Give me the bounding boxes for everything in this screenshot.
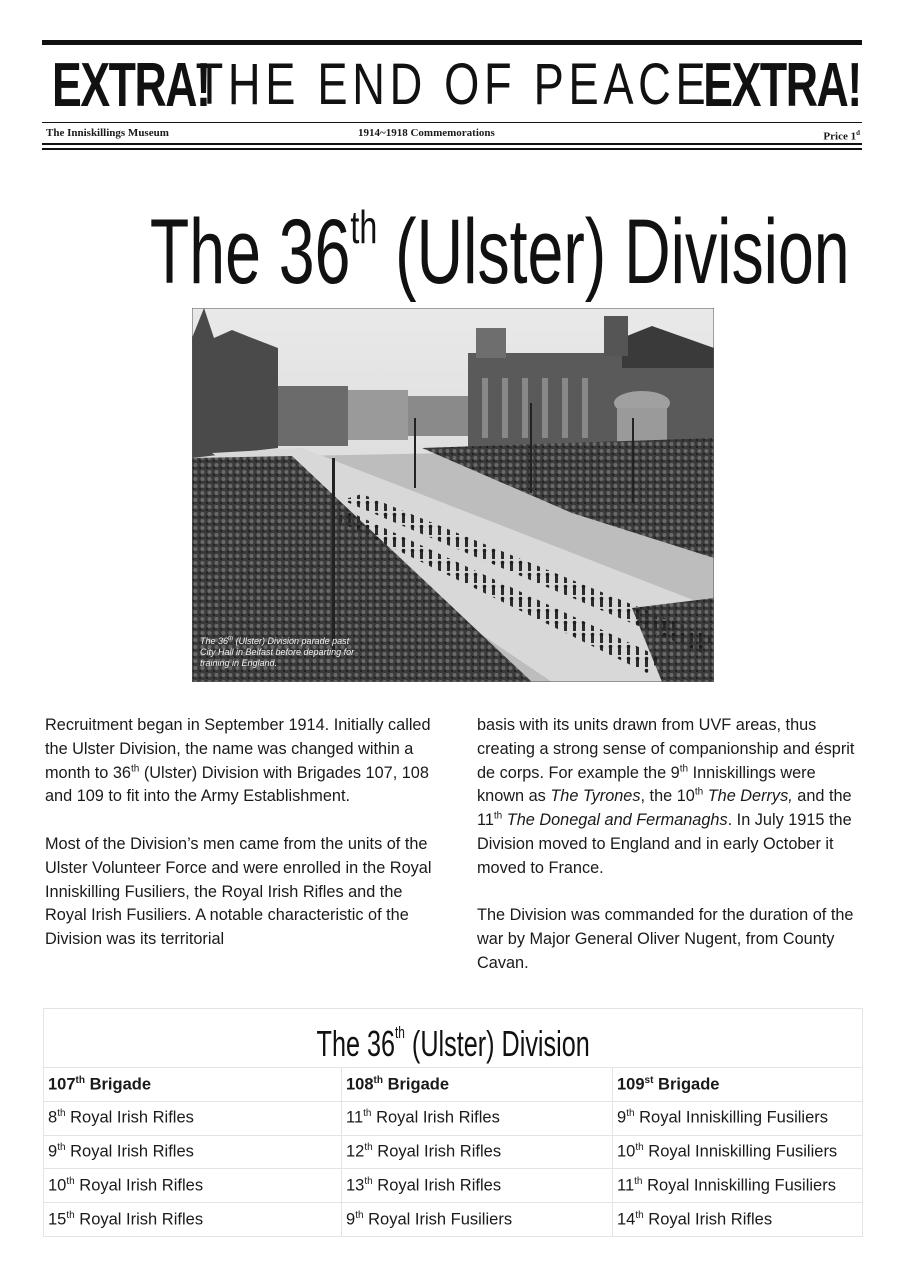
table-cell <box>342 1101 613 1135</box>
header-109-label: Brigade <box>653 1075 720 1094</box>
table-cell <box>44 1203 342 1237</box>
table-cell <box>44 1169 342 1203</box>
cell-sup: th <box>635 1209 644 1221</box>
cell-num: 8 <box>48 1108 58 1127</box>
table-row <box>44 1135 863 1169</box>
paragraph-recruitment <box>45 714 435 809</box>
p2-e: . In July 1915 the Division moved to England and in early October it moved to France. <box>477 811 852 877</box>
header-108-label: Brigade <box>382 1075 450 1094</box>
table-row <box>44 1203 863 1237</box>
cell-label: Royal Irish Rifles <box>74 1210 204 1229</box>
cell-label: Royal Inniskilling Fusiliers <box>642 1176 836 1195</box>
brigade-table <box>43 1008 863 1237</box>
headline-text: THE END OF PEACE <box>195 52 710 117</box>
price <box>823 125 860 145</box>
table-row <box>44 1169 863 1203</box>
extra-right: EXTRA! <box>703 51 861 120</box>
cell-sup: th <box>355 1209 364 1221</box>
header-107 <box>44 1068 342 1102</box>
cell-num: 10 <box>617 1142 636 1161</box>
header-109-num: 109 <box>617 1075 645 1094</box>
cell-sup: th <box>363 1108 372 1120</box>
p1-sup: th <box>131 763 140 775</box>
p2-i2: The Derrys, <box>703 787 793 806</box>
cell-label: Royal Inniskilling Fusiliers <box>643 1142 838 1161</box>
caption-post: (Ulster) Division parade past City Hall in Belfast before departing for training in England. <box>200 636 355 668</box>
caption-pre: The 36 <box>200 636 229 646</box>
table-caption-post: (Ulster) Division <box>404 1022 590 1064</box>
cell-label: Royal Irish Rifles <box>65 1142 194 1161</box>
title-pre: The 36 <box>149 201 351 303</box>
header-107-label: Brigade <box>84 1075 152 1094</box>
cell-sup: th <box>57 1142 66 1154</box>
parade-photo <box>192 308 714 682</box>
cell-sup: th <box>364 1176 373 1188</box>
cell-sup: th <box>66 1176 75 1188</box>
cell-label: Royal Irish Rifles <box>65 1108 194 1127</box>
header-108-sup: th <box>373 1074 383 1086</box>
p2-c: , the 10 <box>640 787 695 806</box>
price-sup: d <box>856 129 860 137</box>
header-108-num: 108 <box>346 1075 374 1094</box>
p1-a: Recruitment began in September 1914. Initially called the Ulster Division, the name was changed within a month to 36 <box>45 716 431 782</box>
masthead-top-rule <box>42 40 862 45</box>
table-cell <box>44 1101 342 1135</box>
series: 1914~1918 Commemorations <box>358 127 495 139</box>
header-107-sup: th <box>75 1074 85 1086</box>
p2-sup3: th <box>493 810 503 822</box>
cell-label: Royal Irish Rifles <box>372 1142 502 1161</box>
cell-num: 11 <box>346 1108 364 1127</box>
parade-photo-illustration <box>192 308 714 682</box>
cell-sup: th <box>634 1176 643 1188</box>
paragraph-command: The Division was commanded for the duration of the war by Major General Oliver Nugent, from County Cavan. <box>477 906 854 972</box>
p2-d: and the 11 <box>477 787 852 830</box>
table-cell <box>342 1135 613 1169</box>
table-caption-row <box>44 1009 863 1068</box>
p2-i1: The Tyrones <box>550 787 641 806</box>
masthead-bottom-rule-1 <box>42 143 862 145</box>
table-row <box>44 1101 863 1135</box>
cell-label: Royal Inniskilling Fusiliers <box>634 1108 829 1127</box>
masthead-info-strip <box>42 125 862 141</box>
cell-num: 9 <box>48 1142 58 1161</box>
body-column-right <box>477 714 867 1000</box>
cell-num: 10 <box>48 1176 67 1195</box>
masthead-bottom-rule-2 <box>42 148 862 150</box>
cell-num: 9 <box>346 1210 356 1229</box>
table-caption-pre: The 36 <box>316 1022 395 1064</box>
cell-label: Royal Irish Fusiliers <box>363 1210 513 1229</box>
paragraph-men-right: basis with its units drawn from UVF areas, thus creating a strong sense of companionship and ésprit de corps. For example the 9th Inniskillings were known as The Tyrones, the 10th The Derrys, and the 11th The Donegal and Fermanaghs. In July 1915 the Division moved to England and in early October it moved to France. <box>477 716 855 877</box>
cell-num: 14 <box>617 1210 636 1229</box>
header-109 <box>613 1068 863 1102</box>
cell-sup: th <box>364 1142 373 1154</box>
body-column-left <box>45 714 435 976</box>
cell-sup: th <box>626 1108 635 1120</box>
header-107-num: 107 <box>48 1075 76 1094</box>
p2-sup1: th <box>679 763 689 775</box>
cell-label: Royal Irish Rifles <box>371 1108 500 1127</box>
cell-sup: th <box>57 1108 66 1120</box>
table-caption <box>44 1009 863 1068</box>
cell-sup: th <box>635 1142 644 1154</box>
cell-label: Royal Irish Rifles <box>643 1210 773 1229</box>
p2-sup2: th <box>694 786 704 798</box>
table-cell <box>613 1135 863 1169</box>
caption-sup: th <box>228 636 234 642</box>
page-title <box>0 172 905 307</box>
header-109-sup: st <box>644 1074 654 1086</box>
paragraph-men-left: Most of the Division’s men came from the units of the Ulster Volunteer Force and were enrolled in the Royal Inniskilling Fusiliers, the Royal Irish Rifles and the Royal Irish Fusiliers. A notable characteristic of the Division was its territorial <box>45 834 432 949</box>
extra-left: EXTRA! <box>52 51 210 120</box>
p2-i3: The Donegal and Fermanaghs <box>502 811 728 830</box>
title-sup: th <box>350 201 378 253</box>
cell-sup: th <box>66 1209 75 1221</box>
cell-num: 9 <box>617 1108 627 1127</box>
table-cell <box>44 1135 342 1169</box>
table-cell <box>613 1169 863 1203</box>
p2-b: Inniskillings were known as <box>477 763 816 806</box>
table-header-row <box>44 1068 863 1102</box>
cell-num: 15 <box>48 1210 67 1229</box>
title-post: (Ulster) Division <box>377 201 850 303</box>
table-cell <box>613 1203 863 1237</box>
header-108 <box>342 1068 613 1102</box>
price-value: Price 1 <box>823 130 857 143</box>
cell-num: 12 <box>346 1142 365 1161</box>
table-caption-sup: th <box>394 1022 405 1042</box>
table-cell <box>342 1203 613 1237</box>
table-cell <box>342 1169 613 1203</box>
cell-label: Royal Irish Rifles <box>372 1176 502 1195</box>
publisher: The Inniskillings Museum <box>46 127 169 139</box>
cell-label: Royal Irish Rifles <box>74 1176 204 1195</box>
cell-num: 11 <box>617 1176 635 1195</box>
table-cell <box>613 1101 863 1135</box>
p1-b: (Ulster) Division with Brigades 107, 108 and 109 to fit into the Army Establishment. <box>45 763 429 806</box>
photo-caption <box>200 634 360 669</box>
cell-num: 13 <box>346 1176 365 1195</box>
masthead-mid-rule <box>42 122 862 123</box>
